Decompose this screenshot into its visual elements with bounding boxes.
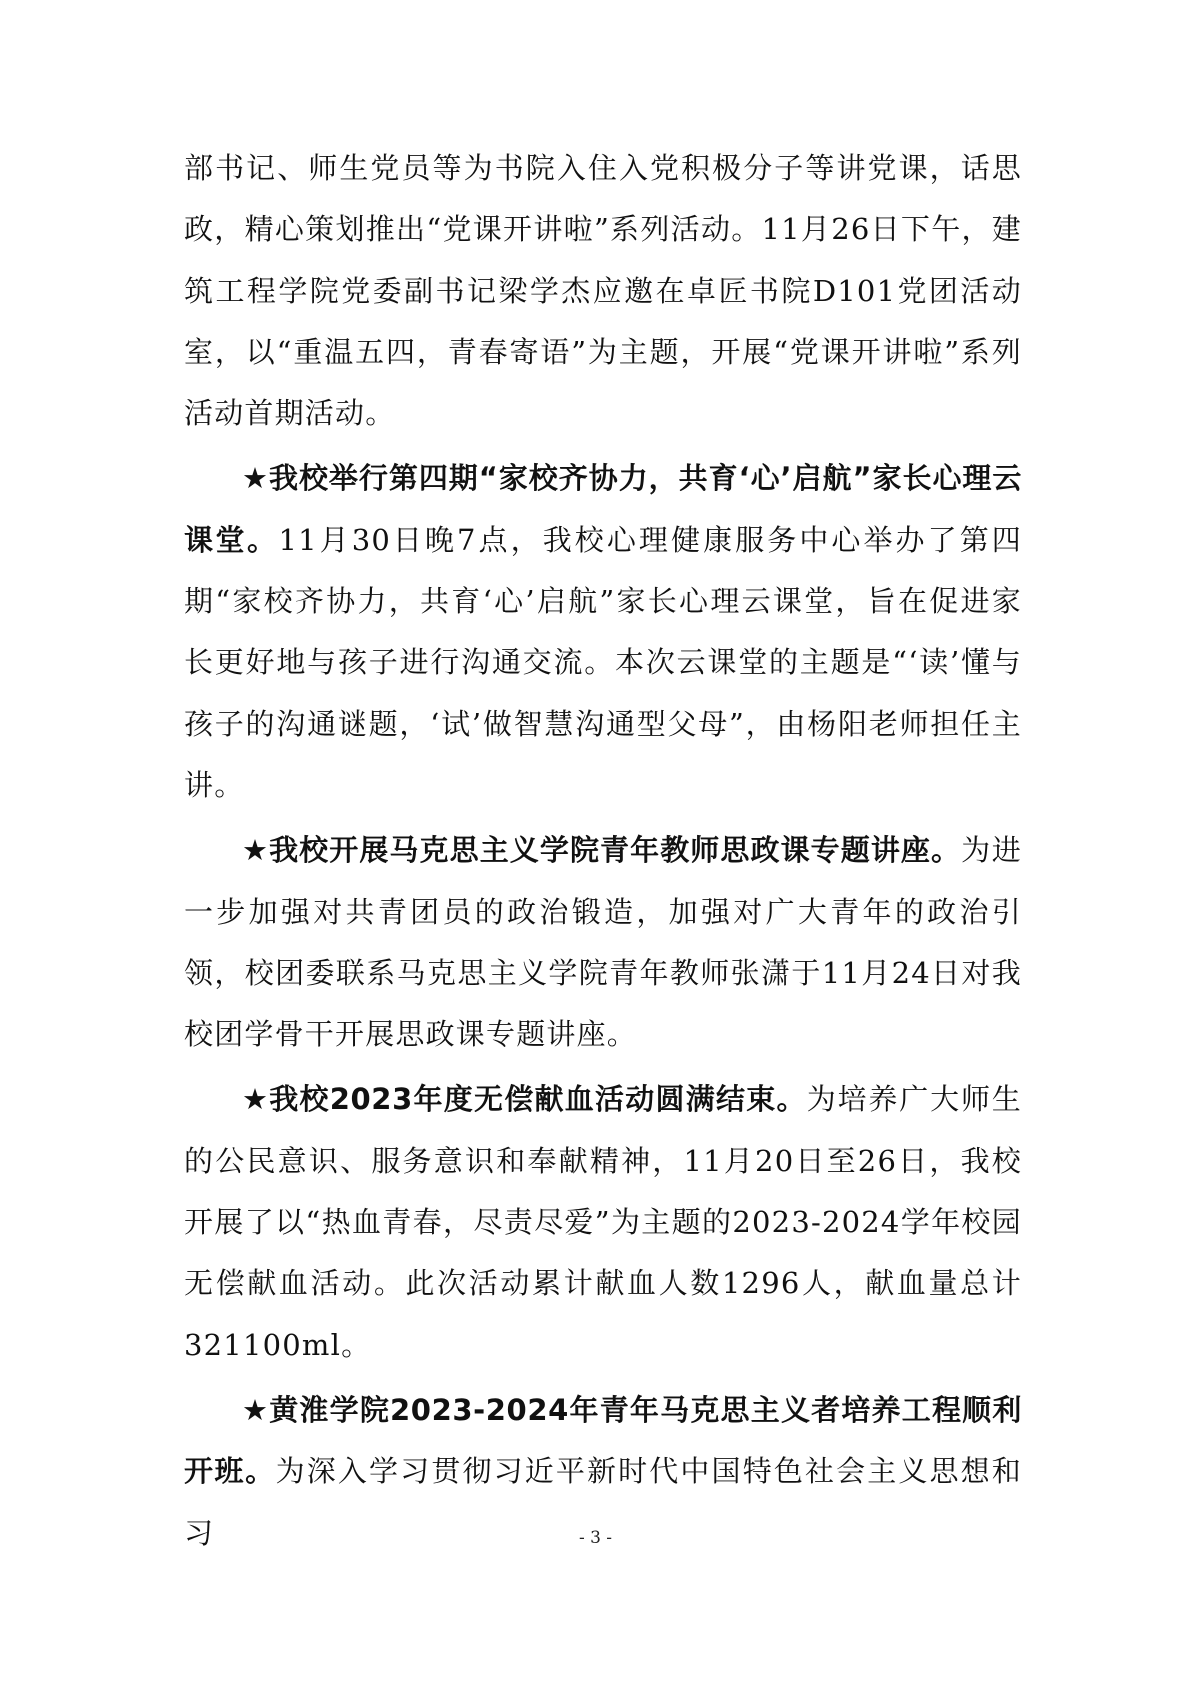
news-item-body: 为深入学习贯彻习近平新时代中国特色社会主义思想和习	[184, 1454, 1022, 1550]
document-page	[184, 138, 1022, 1564]
paragraph-continuation	[184, 138, 1022, 444]
news-item-marxism-lecture	[184, 820, 1022, 1065]
news-item-blood-donation	[184, 1069, 1022, 1375]
paragraph-body: 部书记、师生党员等为书院入住入党积极分子等讲党课，话思政，精心策划推出“党课开讲啦”系列活动。11月26日下午，建筑工程学院党委副书记梁学杰应邀在卓匠书院D101党团活动室，以“重温五四，青春寄语”为主题，开展“党课开讲啦”系列活动首期活动。	[184, 151, 1022, 431]
news-item-heading: ★我校举行第四期“家校齐协力，共育‘心’启航”家长心理云课堂。	[184, 461, 1022, 557]
news-item-parent-cloud-class	[184, 448, 1022, 816]
news-item-heading: ★我校2023年度无偿献血活动圆满结束。	[242, 1082, 807, 1117]
news-item-heading: ★我校开展马克思主义学院青年教师思政课专题讲座。	[242, 833, 962, 868]
news-item-heading: ★黄淮学院2023-2024年青年马克思主义者培养工程顺利开班。	[184, 1392, 1022, 1489]
news-item-body: 为培养广大师生的公民意识、服务意识和奉献精神，11月20日至26日，我校开展了以“热血青春，尽责尽爱”为主题的2023-2024学年校园无偿献血活动。此次活动累计献血人数1296人，献血量总计321100ml。	[184, 1082, 1022, 1362]
news-item-body: 11月30日晚7点，我校心理健康服务中心举办了第四期“家校齐协力，共育‘心’启航”家长心理云课堂，旨在促进家长更好地与孩子进行沟通交流。本次云课堂的主题是“‘读’懂与孩子的沟通谜题，‘试’做智慧沟通型父母”，由杨阳老师担任主讲。	[184, 522, 1022, 802]
page-number: - 3 -	[578, 1528, 613, 1548]
news-item-body: 为进一步加强对共青团员的政治锻造，加强对广大青年的政治引领，校团委联系马克思主义学院青年教师张潇于11月24日对我校团学骨干开展思政课专题讲座。	[184, 833, 1022, 1052]
